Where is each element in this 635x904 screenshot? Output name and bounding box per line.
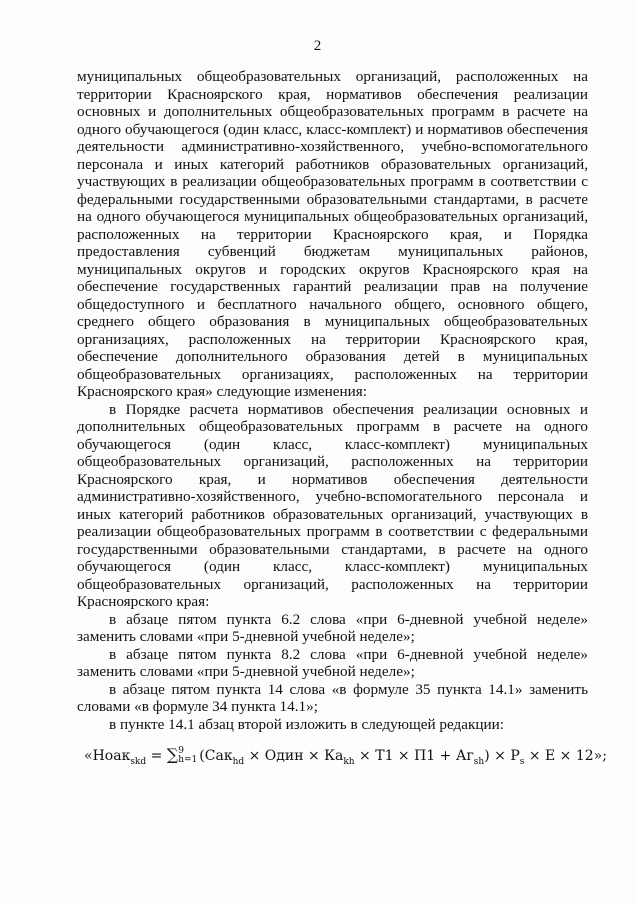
order-paragraph: в Порядке расчета нормативов обеспечения реализации основных и дополнительных общеобразовательных программ в расчете на одного обучающегося (один класс, класс-комплект) муниципальных общеобразовательных организаций, расположенных на территории Красноярского края, и нормативов обеспечения деятельности административно-хозяйственного, учебно-вспомогательного персонала и иных категорий работников образовательных организаций, участвующих в реализации общеобразовательных программ в соответствии с федеральными государственными образовательными стандартами, в расчете на одного обучающегося (один класс, класс-комплект) муниципальных общеобразовательных организаций, расположенных на территории Красноярского края: <box>77 400 588 610</box>
formula-close-quote: »; <box>593 748 607 764</box>
formula-term: × Т1 × П1 + Аг <box>354 748 474 764</box>
formula-term: × Р <box>489 748 520 764</box>
formula-open-paren: ( <box>199 748 205 764</box>
amendment-item: в абзаце пятом пункта 14 слова «в формуле 35 пункта 14.1» заменить словами «в формуле 34 пункта 14.1»; <box>77 680 588 715</box>
formula-sum-lower: h=1 <box>178 755 198 765</box>
amendment-item: в абзаце пятом пункта 8.2 слова «при 6-дневной учебной неделе» заменить словами «при 5-дневной учебной неделе»; <box>77 645 588 680</box>
formula-sum-symbol: ∑ <box>166 745 179 764</box>
document-body <box>77 68 588 733</box>
formula-term-subscript: sh <box>473 756 485 767</box>
formula-term: × Е × 12 <box>524 748 594 764</box>
formula-term: × Ка <box>303 748 344 764</box>
formula-lhs-subscript: skd <box>130 756 147 767</box>
formula-open-quote: « <box>84 748 93 764</box>
formula-sum-upper: 9 <box>178 746 184 756</box>
page-number: 2 <box>313 38 322 54</box>
formula-term: Сак <box>204 748 233 764</box>
formula-sum-limits <box>178 747 197 765</box>
formula-close-paren: ) <box>484 748 490 764</box>
formula-lhs: Ноак <box>92 748 131 764</box>
intro-paragraph: муниципальных общеобразовательных организаций, расположенных на территории Красноярского края, нормативов обеспечения реализации основных и дополнительных общеобразовательных программ в расчете на одного обучающегося (один класс, класс-комплект) и нормативов обеспечения деятельности административно-хозяйственного, учебно-вспомогательного персонала и иных категорий работников образовательных организаций, участвующих в реализации общеобразовательных программ в соответствии с федеральными государственными образовательными стандартами, в расчете на одного обучающегося муниципальных общеобразовательных организаций, расположенных на территории Красноярского края, и Порядка предоставления субвенций бюджетам муниципальных районов, муниципальных округов и городских округов Красноярского края на обеспечение государственных гарантий реализации прав на получение общедоступного и бесплатного начального общего, основного общего, среднего общего образования в муниципальных общеобразовательных организациях, расположенных на территории Красноярского края, обеспечение дополнительного образования детей в муниципальных общеобразовательных организациях, расположенных на территории Красноярского края» следующие изменения: <box>77 68 588 400</box>
formula-term-subscript: kh <box>343 756 355 767</box>
formula-term-subscript: s <box>519 756 525 767</box>
formula-term: × Один <box>244 748 304 764</box>
amendment-item: в пункте 14.1 абзац второй изложить в следующей редакции: <box>109 715 504 733</box>
amendment-item: в абзаце пятом пункта 6.2 слова «при 6-дневной учебной неделе» заменить словами «при 5-дневной учебной неделе»; <box>77 610 588 645</box>
formula <box>84 745 614 769</box>
formula-term-subscript: hd <box>232 756 245 767</box>
formula-equals: = <box>146 748 167 764</box>
